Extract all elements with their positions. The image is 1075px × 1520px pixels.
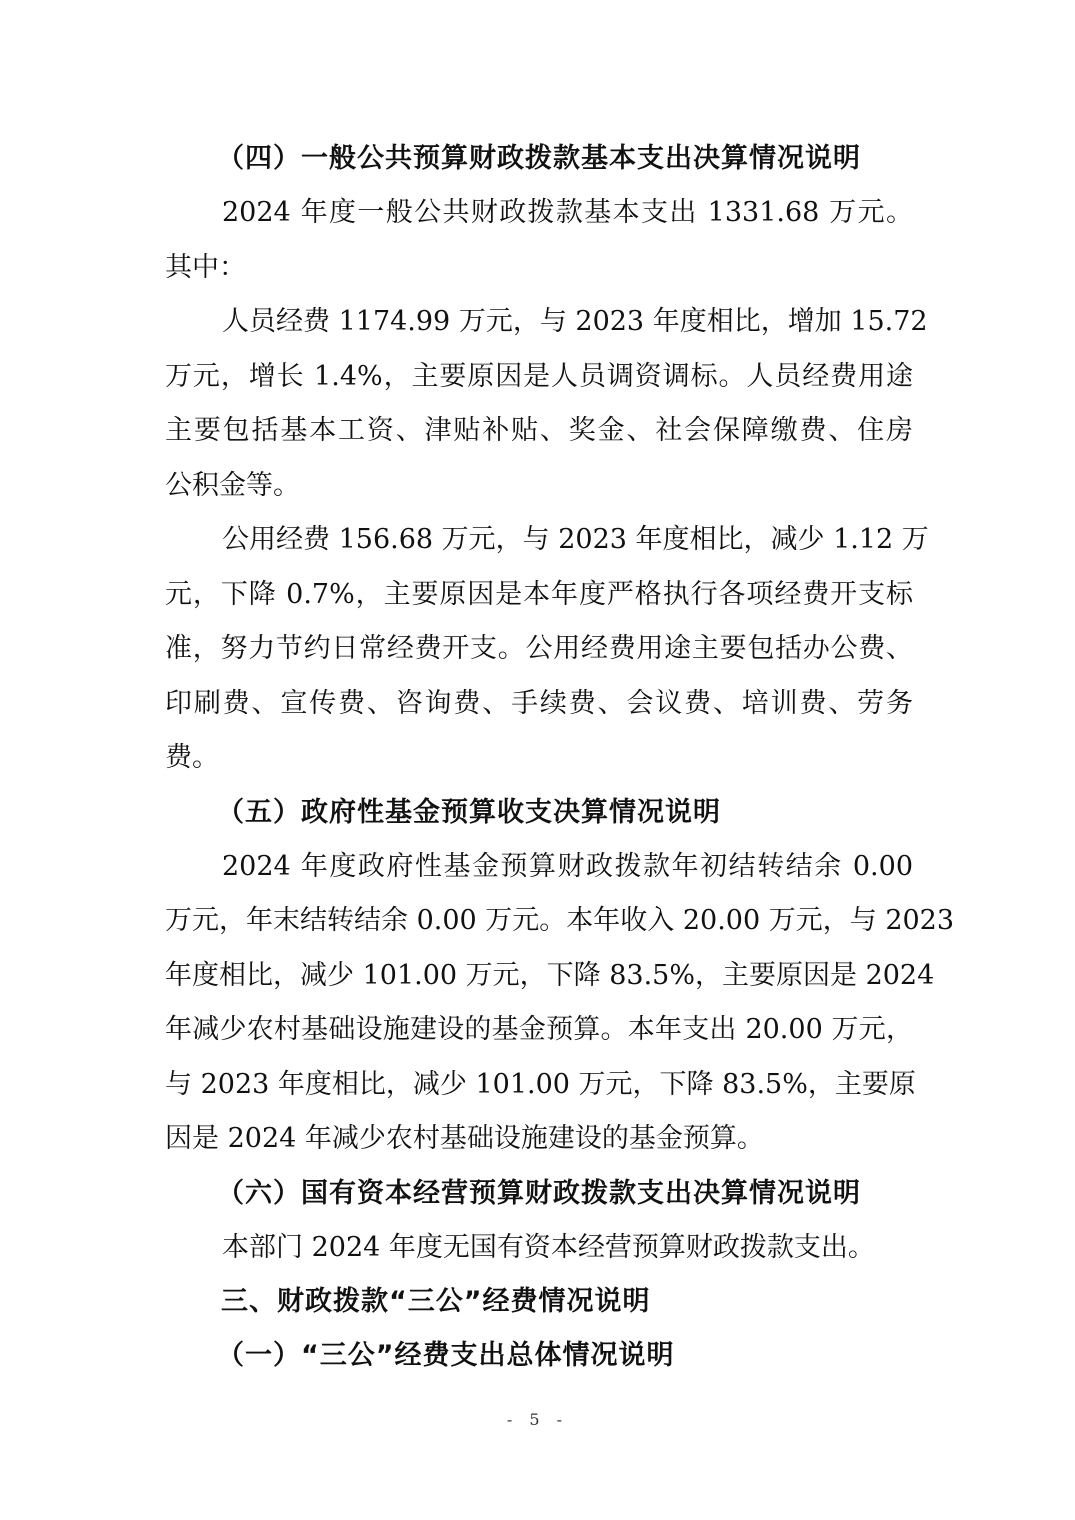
text-line: 元，下降 0.7%，主要原因是本年度严格执行各项经费开支标: [165, 578, 913, 610]
text-line: 公用经费 156.68 万元，与 2023 年度相比，减少 1.12 万: [222, 524, 929, 555]
section-heading: （四）一般公共预算财政拨款基本支出决算情况说明: [217, 143, 861, 174]
text-line: 其中：: [165, 251, 246, 283]
text-line: 主要包括基本工资、津贴补贴、奖金、社会保障缴费、住房: [165, 415, 913, 446]
text-line: 本部门 2024 年度无国有资本经营预算财政拨款支出。: [222, 1231, 875, 1263]
text-line: 万元，增长 1.4%，主要原因是人员调资调标。人员经费用途: [165, 360, 913, 392]
paragraph: [165, 513, 929, 786]
text-line: 费。: [165, 742, 219, 773]
text-line: 年减少农村基础设施建设的基金预算。本年支出 20.00 万元，: [165, 1014, 913, 1045]
text-line: 2024 年度一般公共财政拨款基本支出 1331.68 万元。: [222, 197, 913, 228]
section-heading: （一）“三公”经费支出总体情况说明: [217, 1340, 675, 1371]
paragraph: [165, 840, 955, 1167]
text-line: 人员经费 1174.99 万元，与 2023 年度相比，增加 15.72: [222, 306, 928, 337]
paragraph: [165, 1221, 913, 1276]
paragraph: [165, 186, 913, 295]
text-line: 万元，年末结转结余 0.00 万元。本年收入 20.00 万元，与 2023: [165, 905, 955, 936]
chapter-heading: 三、财政拨款“三公”经费情况说明: [221, 1286, 651, 1317]
text-line: 年度相比，减少 101.00 万元，下降 83.5%，主要原因是 2024: [165, 959, 935, 991]
text-line: 2024 年度政府性基金预算财政拨款年初结转结余 0.00: [222, 850, 913, 882]
text-line: 与 2023 年度相比，减少 101.00 万元，下降 83.5%，主要原: [165, 1068, 916, 1100]
section-heading: （六）国有资本经营预算财政拨款支出决算情况说明: [217, 1177, 861, 1209]
section-heading: （五）政府性基金预算收支决算情况说明: [217, 796, 721, 828]
page-content: [165, 132, 955, 1383]
text-line: 因是 2024 年减少农村基础设施建设的基金预算。: [165, 1123, 764, 1154]
paragraph: [165, 295, 928, 513]
text-line: 准，努力节约日常经费开支。公用经费用途主要包括办公费、: [165, 633, 913, 664]
text-line: 印刷费、宣传费、咨询费、手续费、会议费、培训费、劳务: [165, 687, 913, 719]
text-line: 公积金等。: [165, 469, 300, 501]
page-number: - 5 -: [506, 1410, 569, 1429]
